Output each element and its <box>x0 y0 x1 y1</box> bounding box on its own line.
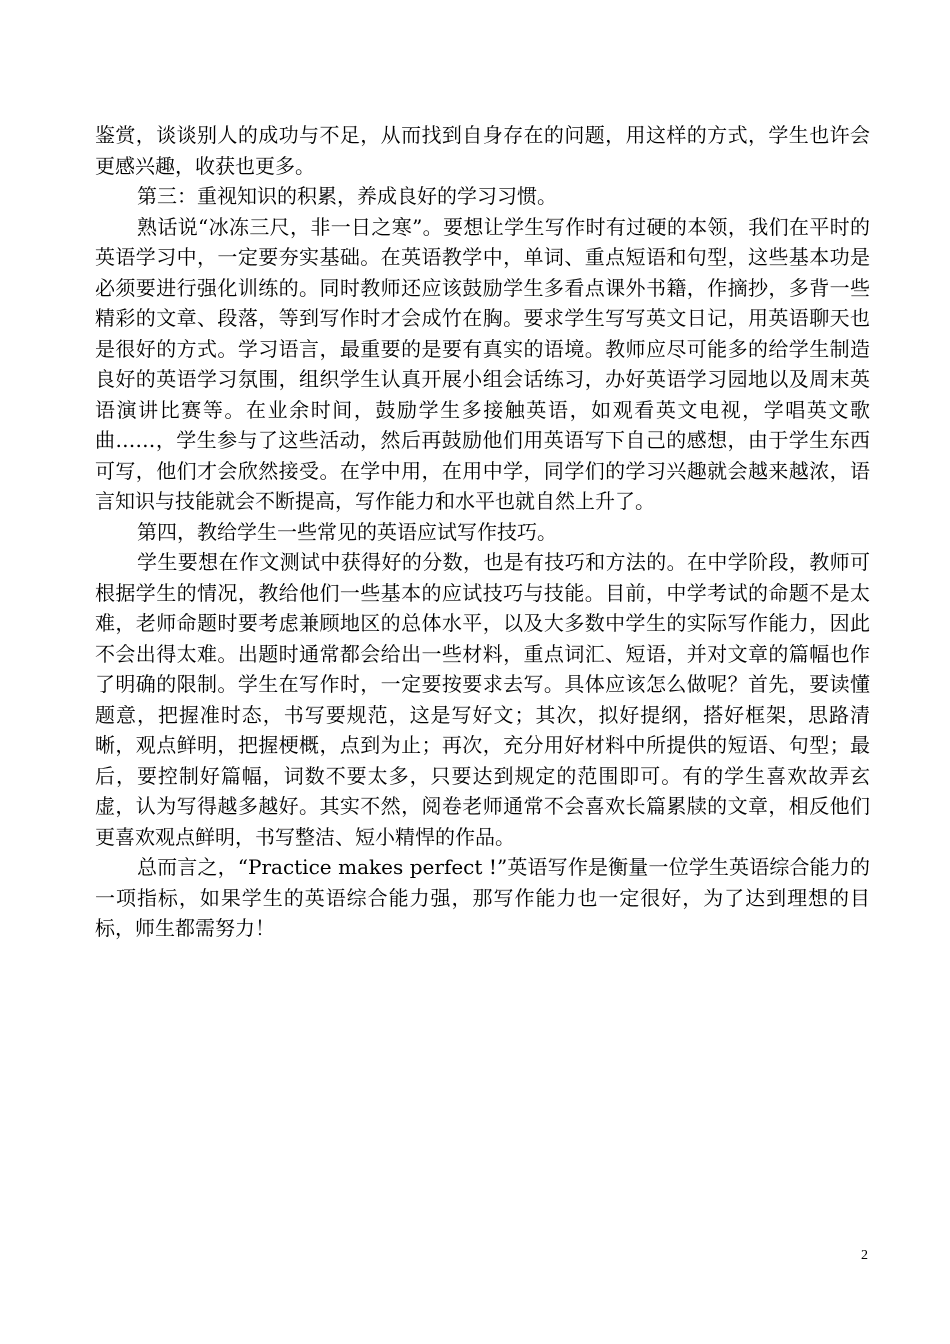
paragraph-continuation: 鉴赏，谈谈别人的成功与不足，从而找到自身存在的问题，用这样的方式，学生也许会更感兴趣，收获也更多。 <box>95 123 870 178</box>
heading-point-four: 第四，教给学生一些常见的英语应试写作技巧。 <box>137 519 557 544</box>
paragraph-accumulation: 熟话说“冰冻三尺，非一日之寒”。要想让学生写作时有过硬的本领，我们在平时的英语学习中，一定要夯实基础。在英语教学中，单词、重点短语和句型，这些基本功是必须要进行强化训练的。同时教师还应该鼓励学生多看点课外书籍，作摘抄，多背一些精彩的文章、段落，等到写作时才会成竹在胸。要求学生写写英文日记，用英语聊天也是很好的方式。学习语言，最重要的是要有真实的语境。教师应尽可能多的给学生制造良好的英语学习氛围，组织学生认真开展小组会话练习，办好英语学习园地以及周末英语演讲比赛等。在业余时间，鼓励学生多接触英语，如观看英文电视，学唱英文歌曲……，学生参与了这些活动，然后再鼓励他们用英语写下自己的感想，由于学生东西可写，他们才会欣然接受。在学中用，在用中学，同学们的学习兴趣就会越来越浓，语言知识与技能就会不断提高，写作能力和水平也就自然上升了。 <box>95 214 870 513</box>
document-body <box>95 120 870 944</box>
heading-point-three: 第三：重视知识的积累，养成良好的学习习惯。 <box>137 184 557 208</box>
paragraph-conclusion: 总而言之，“Practice makes perfect !”英语写作是衡量一位学生英语综合能力的一项指标，如果学生的英语综合能力强，那写作能力也一定很好，为了达到理想的目标，师生都需努力！ <box>95 855 870 940</box>
paragraph-exam-skills: 学生要想在作文测试中获得好的分数，也是有技巧和方法的。在中学阶段，教师可根据学生的情况，教给他们一些基本的应试技巧与技能。目前，中学考试的命题不是太难，老师命题时要考虑兼顾地区的总体水平，以及大多数中学生的实际写作能力，因此不会出得太难。出题时通常都会给出一些材料，重点词汇、短语，并对文章的篇幅也作了明确的限制。学生在写作时，一定要按要求去写。具体应该怎么做呢？首先，要读懂题意，把握准时态，书写要规范，这是写好文；其次，拟好提纲，搭好框架，思路清晰，观点鲜明，把握梗概，点到为止；再次，充分用好材料中所提供的短语、句型；最后，要控制好篇幅，词数不要太多，只要达到规定的范围即可。有的学生喜欢故弄玄虚，认为写得越多越好。其实不然，阅卷老师通常不会喜欢长篇累牍的文章，相反他们更喜欢观点鲜明，书写整洁、短小精悍的作品。 <box>95 550 870 849</box>
page-number: 2 <box>861 1248 868 1263</box>
